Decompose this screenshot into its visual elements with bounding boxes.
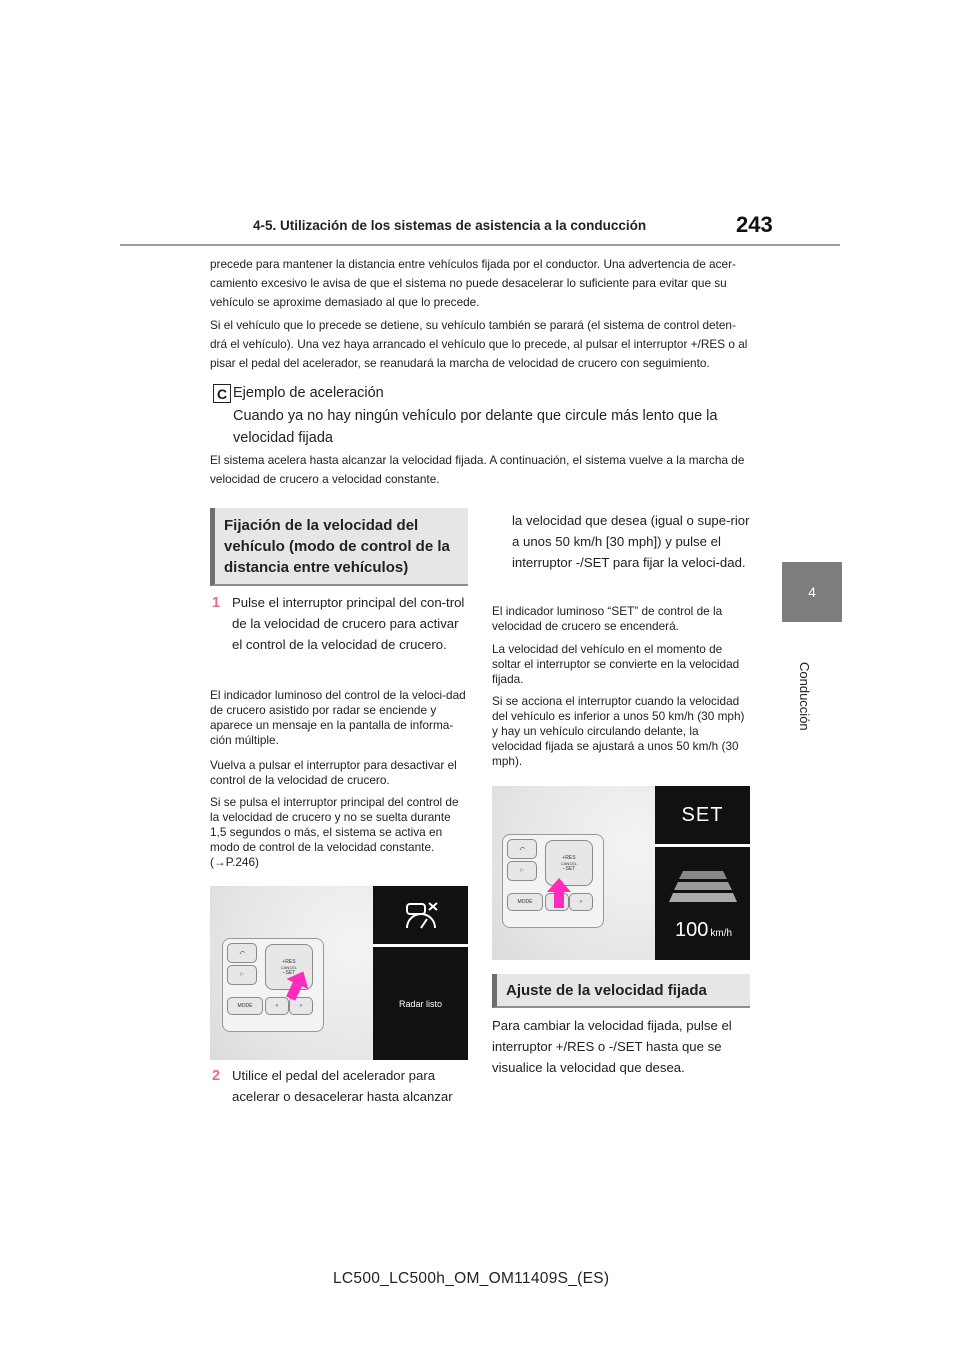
section-heading-text: Fijación de la velocidad del vehículo (modo de control de la distancia entre vehículos) — [224, 517, 450, 576]
steering-switch-image-1 — [210, 886, 468, 1060]
example-badge: C — [213, 384, 231, 403]
radar-cruise-icon — [401, 898, 441, 932]
right-button: > — [569, 893, 593, 911]
mode-button: MODE — [227, 997, 263, 1015]
note-constant-mode: Si se pulsa el interruptor principal del control de la velocidad de crucero y no se suelta durante 1,5 segundos o más, el sistema se activa en modo de control de la velocidad constante. (→P.246) — [210, 795, 459, 869]
note-indicator-lights: El indicador luminoso del control de la veloci-dad de crucero asistido por radar se enciende y aparece un mensaje en la pantalla de informa-ción múltiple. — [210, 688, 466, 747]
section-heading-adjust-speed — [492, 974, 750, 1008]
section-heading-text: Ajuste de la velocidad fijada — [506, 982, 707, 999]
note-deactivate: Vuelva a pulsar el interruptor para desactivar el control de la velocidad de crucero. — [210, 758, 457, 787]
lane-button: ⚐ — [227, 965, 257, 985]
section-heading-fixing-speed — [210, 508, 468, 586]
step-1-text: Pulse el interruptor principal del con-trol de la velocidad de crucero para activar el control de la velocidad de crucero. — [232, 595, 465, 652]
note-release-speed: La velocidad del vehículo en el momento de soltar el interruptor se convierte en la velocidad fijada. — [492, 642, 740, 686]
radar-ready-text: Radar listo — [398, 998, 443, 1009]
mode-button: MODE — [507, 893, 543, 911]
distance-button: ⤺ — [227, 943, 257, 963]
intro-paragraph-2: Si el vehículo que lo precede se detiene, su vehículo también se parará (el sistema de control deten-drá el vehículo). Una vez haya arrancado el vehículo que lo precede, al pulsar el interruptor +/RES o al pisar el pedal del acelerador, se reanudará la marcha de velocidad de crucero con seguimiento. — [210, 318, 748, 370]
lane-button: ⚐ — [507, 861, 537, 881]
page-number: 243 — [736, 212, 773, 237]
example-subtitle: Cuando ya no hay ningún vehículo por delante que circule más lento que la velocidad fijada — [233, 408, 718, 446]
following-distance-icon — [667, 869, 739, 905]
step-1-number: 1 — [212, 595, 221, 611]
chapter-label: Conducción — [797, 662, 812, 731]
document-id: LC500_LC500h_OM_OM11409S_(ES) — [333, 1270, 610, 1287]
step-2-continued: la velocidad que desea (igual o supe-rior a unos 50 km/h [30 mph]) y pulse el interruptor -/SET para fijar la veloci-dad. — [512, 513, 750, 570]
chapter-number: 4 — [808, 584, 816, 600]
note-set-indicator: El indicador luminoso “SET” de control de la velocidad de crucero se encenderá. — [492, 604, 723, 633]
pink-arrow-icon — [280, 968, 310, 1002]
radar-ready-panel — [373, 947, 468, 1060]
speed-display-panel — [655, 847, 750, 960]
cruise-indicator-panel — [373, 886, 468, 944]
left-button: < — [265, 997, 289, 1015]
intro-paragraph-1: precede para mantener la distancia entre vehículos fijada por el conductor. Una advertencia de acer-camiento excesivo le avisa de que el sistema no puede desacelerar lo suficiente para evitar que su vehículo se aproxime demasiado al que lo precede. — [210, 257, 736, 309]
example-body: El sistema acelera hasta alcanzar la velocidad fijada. A continuación, el sistema vuelve a la marcha de velocidad de crucero a velocidad constante. — [210, 453, 745, 486]
step-2-number: 2 — [212, 1068, 221, 1084]
example-title: Ejemplo de aceleración — [233, 385, 384, 401]
section-title: 4-5. Utilización de los sistemas de asistencia a la conducción — [253, 218, 647, 233]
adjust-speed-body: Para cambiar la velocidad fijada, pulse el interruptor +/RES o -/SET hasta que se visualice la velocidad que desea. — [492, 1018, 732, 1075]
steering-switch-image-2 — [492, 786, 750, 960]
step-2-text: Utilice el pedal del acelerador para acelerar o desacelerar hasta alcanzar — [232, 1068, 453, 1104]
right-button: > — [289, 997, 313, 1015]
cruise-lever: +RES CANCEL −SET — [265, 944, 313, 990]
distance-button: ⤺ — [507, 839, 537, 859]
cruise-lever: +RES CANCEL −SET — [545, 840, 593, 886]
pink-arrow-icon — [544, 876, 574, 910]
header-divider — [120, 244, 840, 246]
set-indicator-text: SET — [681, 803, 724, 826]
set-speed-value: 100 km/h — [675, 919, 733, 941]
note-low-speed: Si se acciona el interruptor cuando la velocidad del vehículo es inferior a unos 50 km/h (30 mph) y hay un vehículo circulando delante, la velocidad fijada se ajustará a unos 50 km/h (30 mph). — [492, 694, 745, 768]
set-indicator-panel — [655, 786, 750, 844]
chapter-tab — [782, 562, 842, 622]
